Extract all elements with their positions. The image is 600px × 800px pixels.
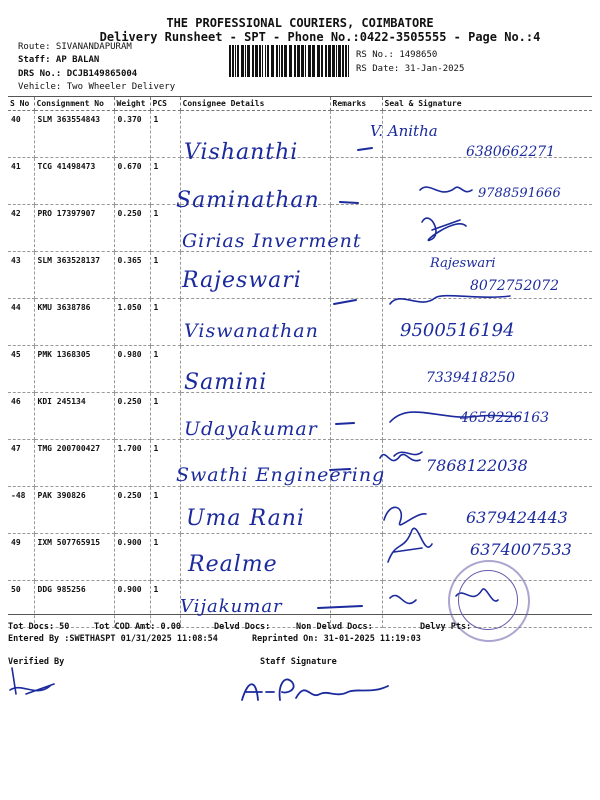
handwritten-name: Swathi Engineering <box>176 464 386 486</box>
runsheet-subtitle: Delivery Runsheet - SPT - Phone No.:0422-3505555 - Page No.:4 <box>99 30 541 44</box>
barcode-bar <box>237 45 239 77</box>
cell-sno: 40 <box>8 111 34 158</box>
cell-pcs: 1 <box>150 205 180 252</box>
barcode-bar <box>312 45 315 77</box>
cell-consignment: SLM 363528137 <box>34 252 114 299</box>
cell-weight: 0.250 <box>114 393 150 440</box>
barcode-bar <box>332 45 335 77</box>
reprinted-on: Reprinted On: 31-01-2025 11:19:03 <box>252 634 421 644</box>
cell-weight: 0.370 <box>114 111 150 158</box>
barcode-bar <box>308 45 311 77</box>
delivered-docs: Delvd Docs: <box>214 622 271 632</box>
handwritten-name: Viswanathan <box>184 320 319 342</box>
barcode-bar <box>301 45 304 77</box>
cell-pcs: 1 <box>150 346 180 393</box>
barcode-bar <box>336 45 337 77</box>
handwritten-name: Realme <box>188 552 278 577</box>
cell-consignment: KDI 245134 <box>34 393 114 440</box>
handwritten-name: Udayakumar <box>184 418 318 440</box>
cell-sno: 43 <box>8 252 34 299</box>
barcode-bar <box>276 45 278 77</box>
cell-sno: 46 <box>8 393 34 440</box>
barcode-bar <box>338 45 341 77</box>
barcode-bar <box>235 45 236 77</box>
cell-weight: 0.250 <box>114 205 150 252</box>
barcode-bar <box>252 45 254 77</box>
barcode-bar <box>305 45 306 77</box>
cell-sno: 50 <box>8 581 34 628</box>
barcode-bar <box>342 45 344 77</box>
staff-signature <box>236 670 396 710</box>
col-consignment: Consignment No <box>34 97 114 111</box>
cell-weight: 0.365 <box>114 252 150 299</box>
cell-pcs: 1 <box>150 393 180 440</box>
handwritten-name: Saminathan <box>176 188 320 213</box>
tot-cod-amount: Tot COD Amt: 0.00 <box>94 622 181 632</box>
barcode-bar <box>348 45 349 77</box>
staff-label: Staff: AP BALAN <box>18 55 100 65</box>
cell-sno: -48 <box>8 487 34 534</box>
delivery-points: Delvy Pts: <box>420 622 472 632</box>
barcode-bar <box>317 45 320 77</box>
handwritten-name: Rajeswari <box>182 268 302 293</box>
cell-sno: 45 <box>8 346 34 393</box>
col-weight: Weight <box>114 97 150 111</box>
handwritten-signature: V. Anitha <box>370 122 438 140</box>
drs-number: DRS No.: DCJB149865004 <box>18 69 138 79</box>
rs-number: RS No.: 1498650 <box>356 50 438 60</box>
entered-by: Entered By :SWETHASPT 01/31/2025 11:08:54 <box>8 634 218 644</box>
cell-weight: 0.900 <box>114 534 150 581</box>
cell-pcs: 1 <box>150 487 180 534</box>
col-seal-signature: Seal & Signature <box>382 97 592 111</box>
handwritten-phone: 4659226163 <box>460 410 550 426</box>
handwritten-name: Uma Rani <box>186 506 305 531</box>
barcode-bar <box>321 45 323 77</box>
cell-consignment: PMK 1368305 <box>34 346 114 393</box>
cell-pcs: 1 <box>150 440 180 487</box>
tot-docs: Tot Docs: 50 <box>8 622 70 632</box>
barcode-bar <box>247 45 250 77</box>
handwritten-phone: 9500516194 <box>400 320 515 341</box>
handwritten-phone: 8072752072 <box>470 278 560 294</box>
barcode-bar <box>232 45 234 77</box>
cell-pcs: 1 <box>150 111 180 158</box>
cell-consignment: PRO 17397907 <box>34 205 114 252</box>
cell-weight: 0.900 <box>114 581 150 628</box>
cell-pcs: 1 <box>150 252 180 299</box>
barcode-bar <box>325 45 327 77</box>
verifier-signature <box>6 664 66 704</box>
non-delivered-docs: Non Delvd Docs: <box>296 622 373 632</box>
cell-consignment: DDG 985256 <box>34 581 114 628</box>
handwritten-phone: 7339418250 <box>426 370 516 386</box>
barcode-bar <box>245 45 246 77</box>
cell-consignment: IXM 507765915 <box>34 534 114 581</box>
barcode-bar <box>289 45 292 77</box>
barcode-bar <box>297 45 300 77</box>
cell-pcs: 1 <box>150 299 180 346</box>
barcode-bar <box>267 45 269 77</box>
barcode-bar <box>279 45 280 77</box>
cell-pcs: 1 <box>150 581 180 628</box>
cell-weight: 0.670 <box>114 158 150 205</box>
handwritten-signature: Rajeswari <box>430 256 496 271</box>
handwritten-name: Vijakumar <box>180 596 283 617</box>
barcode-bar <box>259 45 261 77</box>
handwritten-name: Vishanthi <box>184 140 299 165</box>
cell-consignment: KMU 3638786 <box>34 299 114 346</box>
handwritten-phone: 7868122038 <box>426 456 528 475</box>
vehicle-label: Vehicle: Two Wheeler Delivery <box>18 82 176 92</box>
cell-weight: 1.700 <box>114 440 150 487</box>
barcode-bar <box>262 45 263 77</box>
cell-sno: 41 <box>8 158 34 205</box>
handwritten-phone: 9788591666 <box>478 186 561 201</box>
barcode-bar <box>241 45 244 77</box>
handwritten-name: Samini <box>184 370 268 395</box>
cell-weight: 1.050 <box>114 299 150 346</box>
barcode-bar <box>281 45 283 77</box>
cell-sno: 44 <box>8 299 34 346</box>
barcode-bar <box>271 45 274 77</box>
cell-pcs: 1 <box>150 158 180 205</box>
staff-signature-label: Staff Signature <box>260 657 337 667</box>
cell-consignment: TCG 41498473 <box>34 158 114 205</box>
handwritten-phone: 6374007533 <box>470 540 572 559</box>
handwritten-name: Girias Inverment <box>182 230 362 252</box>
cell-sno: 49 <box>8 534 34 581</box>
cell-weight: 0.980 <box>114 346 150 393</box>
handwritten-phone: 6379424443 <box>466 508 568 527</box>
barcode <box>229 45 351 77</box>
cell-weight: 0.250 <box>114 487 150 534</box>
col-pcs: PCS <box>150 97 180 111</box>
handwritten-phone: 6380662271 <box>466 144 556 160</box>
barcode-bar <box>265 45 266 77</box>
cell-sno: 42 <box>8 205 34 252</box>
barcode-bar <box>284 45 287 77</box>
rs-date: RS Date: 31-Jan-2025 <box>356 64 465 74</box>
verified-by-label: Verified By <box>8 657 65 667</box>
barcode-bar <box>294 45 296 77</box>
table-header-row <box>8 97 592 111</box>
col-remarks: Remarks <box>330 97 382 111</box>
cell-consignment: TMG 200700427 <box>34 440 114 487</box>
company-title: THE PROFESSIONAL COURIERS, COIMBATORE <box>166 16 434 30</box>
cell-sno: 47 <box>8 440 34 487</box>
cell-pcs: 1 <box>150 534 180 581</box>
barcode-bar <box>255 45 258 77</box>
col-consignee: Consignee Details <box>180 97 330 111</box>
barcode-bar <box>328 45 331 77</box>
route-label: Route: SIVANANDAPURAM <box>18 42 132 52</box>
signature-scribbles <box>360 160 540 630</box>
cell-consignment: PAK 390826 <box>34 487 114 534</box>
cell-consignment: SLM 363554843 <box>34 111 114 158</box>
barcode-bar <box>345 45 347 77</box>
barcode-bar <box>229 45 231 77</box>
col-sno: S No <box>8 97 34 111</box>
company-seal-inner <box>458 570 518 630</box>
